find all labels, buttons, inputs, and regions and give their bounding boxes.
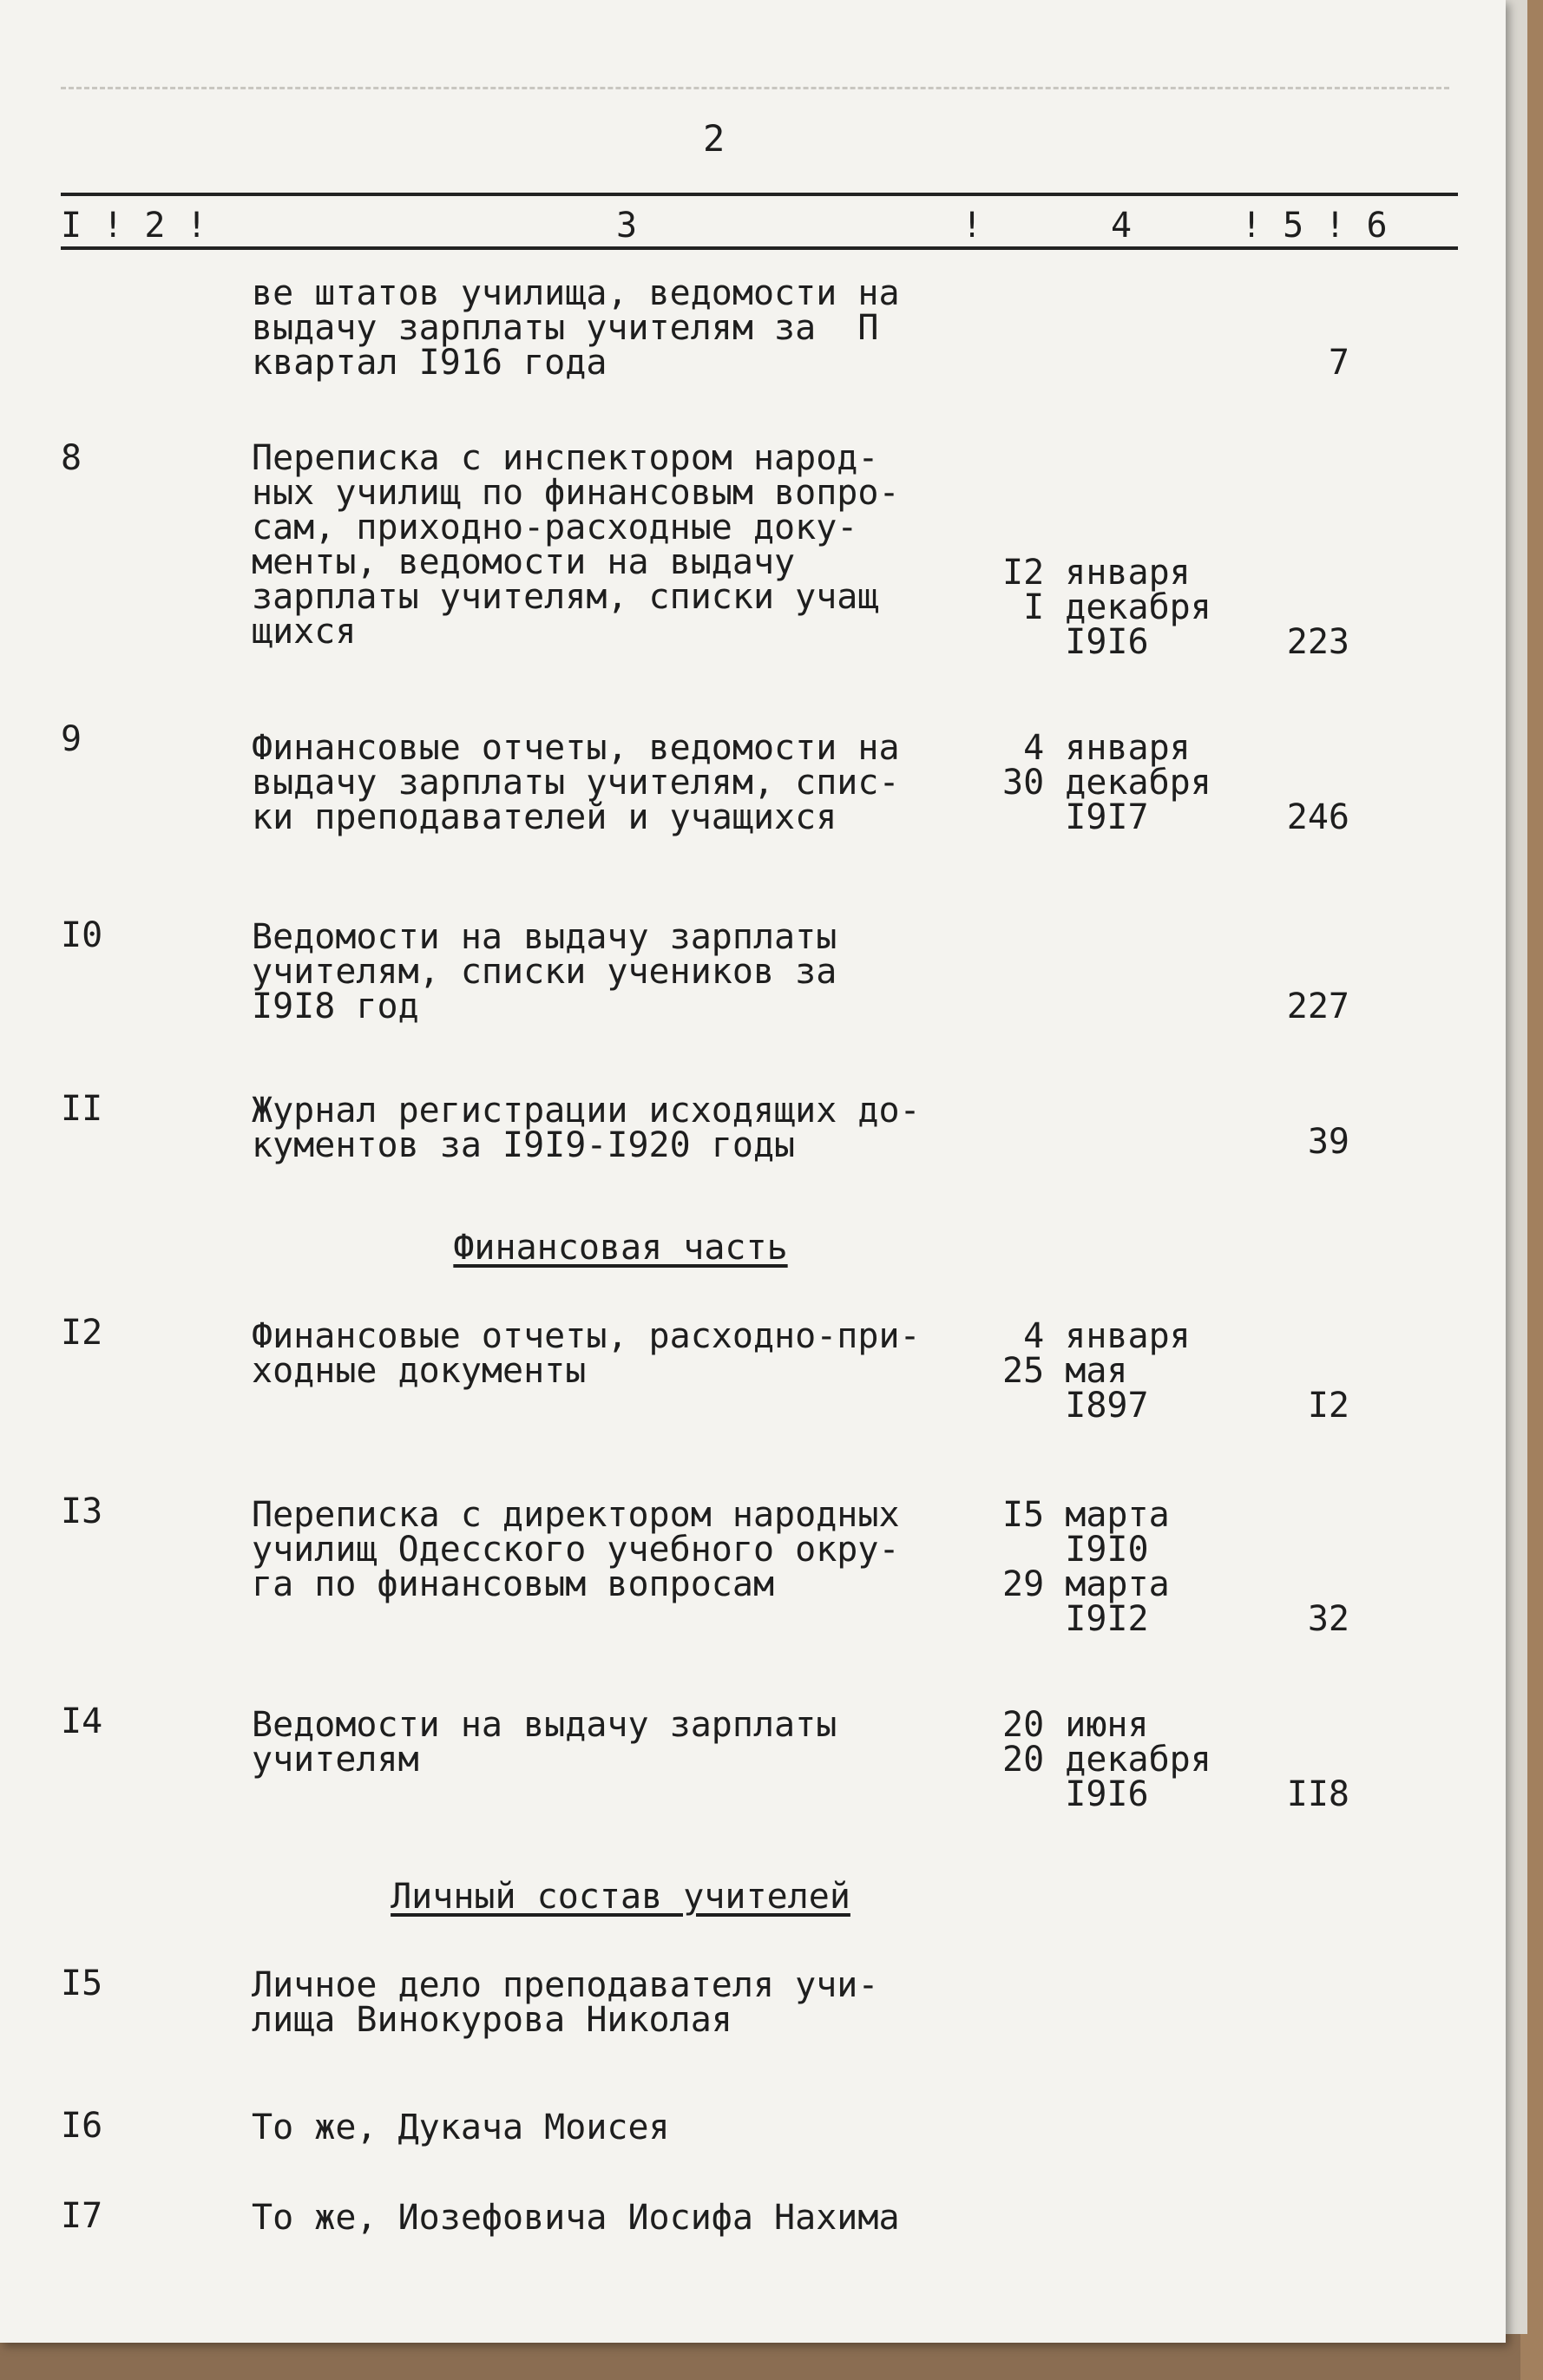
entry-date: I декабря (1002, 587, 1211, 627)
entry-text-line: Журнал регистрации исходящих до- (252, 1091, 921, 1131)
entry-text-line: Переписка с директором народных (252, 1495, 900, 1535)
entry-sheets: I2 (1307, 1386, 1349, 1426)
entry-text-line: Ведомости на выдачу зарплаты (252, 917, 837, 957)
entry-text-line: лища Винокурова Николая (252, 2000, 732, 2040)
entry-date: 4 января (1002, 1316, 1191, 1356)
section-heading-finance: Финансовая часть (453, 1228, 788, 1268)
entry-text-line: сам, приходно-расходные доку- (252, 508, 858, 547)
entry-text-line: То же, Иозефовича Иосифа Нахима (252, 2198, 900, 2238)
entry-text-line: выдачу зарплаты учителям за П (252, 308, 879, 348)
entry-text-line: менты, ведомости на выдачу (252, 542, 796, 582)
entry-text-line: Переписка с инспектором народ- (252, 438, 879, 478)
header-col-5-6: ! 5 ! 6 (1241, 206, 1388, 246)
entry-number: I6 (61, 2106, 103, 2146)
entry-sheets: 223 (1286, 622, 1349, 662)
entry-number: I5 (61, 1964, 103, 2003)
entry-sheets: 32 (1307, 1599, 1349, 1639)
entry-date: I9I0 (1002, 1530, 1149, 1570)
header-col-3: 3 (616, 206, 638, 246)
entry-text-line: ных училищ по финансовым вопро- (252, 473, 900, 513)
entry-text-line: I9I8 год (252, 987, 419, 1026)
entry-sheets: 227 (1286, 987, 1349, 1026)
entry-number: I3 (61, 1492, 103, 1531)
entry-text-line: учителям, списки учеников за (252, 952, 837, 992)
page-number: 2 (703, 117, 726, 160)
entry-number: I0 (61, 915, 103, 955)
entry-number: 9 (61, 719, 82, 759)
entry-text-line: зарплаты учителям, списки учащ (252, 577, 879, 617)
entry-date: I9I6 (1002, 1774, 1149, 1814)
entry-sheets: 246 (1286, 797, 1349, 837)
entry-text-line: училищ Одесского учебного окру- (252, 1530, 900, 1570)
header-col-1-2: I ! 2 ! (61, 206, 207, 246)
entry-date: 25 мая (1002, 1351, 1128, 1391)
entry-text-line: Ведомости на выдачу зарплаты (252, 1705, 837, 1745)
entry-sheets: 7 (1328, 343, 1349, 383)
entry-number: I2 (61, 1313, 103, 1353)
entry-date: 20 июня (1002, 1705, 1149, 1745)
entry-number: II (61, 1089, 103, 1129)
entry-date: 20 декабря (1002, 1740, 1211, 1780)
entry-number: I7 (61, 2196, 103, 2236)
entry-date: I9I6 (1002, 622, 1149, 662)
entry-date: 29 марта (1002, 1564, 1170, 1604)
entry-number: 8 (61, 438, 82, 478)
entry-text-line: ве штатов училища, ведомости на (252, 273, 900, 313)
section-heading-staff: Личный состав учителей (391, 1877, 850, 1917)
entry-text-line: ходные документы (252, 1351, 587, 1391)
entry-text-line: ки преподавателей и учащихся (252, 797, 837, 837)
entry-text-line: Личное дело преподавателя учи- (252, 1965, 879, 2005)
entry-date: I5 марта (1002, 1495, 1170, 1535)
entry-text-line: га по финансовым вопросам (252, 1564, 775, 1604)
faint-top-line (61, 87, 1449, 89)
entry-text-line: Финансовые отчеты, ведомости на (252, 728, 900, 768)
header-col-4: 4 (1111, 206, 1133, 246)
entry-sheets: 39 (1307, 1122, 1349, 1162)
header-separator: ! (962, 206, 983, 246)
entry-date: I9I2 (1002, 1599, 1149, 1639)
header-top-rule (61, 193, 1458, 196)
header-bottom-rule (61, 246, 1458, 250)
entry-number: I4 (61, 1701, 103, 1741)
entry-text-line: кументов за I9I9-I920 годы (252, 1125, 796, 1165)
entry-text-line: квартал I916 года (252, 343, 607, 383)
entry-text-line: То же, Дукача Моисея (252, 2108, 670, 2147)
entry-date: I2 января (1002, 553, 1191, 593)
entry-text-line: Финансовые отчеты, расходно-при- (252, 1316, 921, 1356)
entry-text-line: учителям (252, 1740, 419, 1780)
entry-text-line: выдачу зарплаты учителям, спис- (252, 763, 900, 803)
entry-date: I897 (1002, 1386, 1149, 1426)
entry-date: I9I7 (1002, 797, 1149, 837)
entry-sheets: II8 (1286, 1774, 1349, 1814)
entry-date: 30 декабря (1002, 763, 1211, 803)
entry-text-line: щихся (252, 612, 357, 652)
entry-date: 4 января (1002, 728, 1191, 768)
